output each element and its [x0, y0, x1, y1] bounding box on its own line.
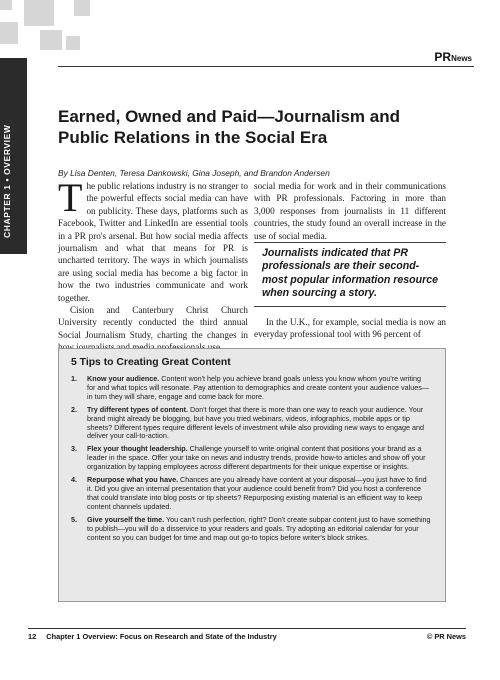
footer-title: Chapter 1 Overview: Focus on Research and State of the Industry — [46, 632, 277, 641]
decorative-square — [66, 36, 80, 50]
brand-small: News — [451, 54, 472, 63]
decorative-square — [0, 22, 18, 44]
tip-text: Content won't help you achieve brand goals unless you know whom you're writing for and what topics will resonate. Pay attention to demographics and create content your audience values—in turn they will share, engage and come back for more. — [87, 374, 430, 401]
pull-quote-rule-bottom — [254, 306, 446, 307]
tip-text: Don't forget that there is more than one way to reach your audience. Your brand might already be blogging, but have you tried webinars, videos, infographics, mobile apps or tip sheets? Different types require different levels of investment while also providing new ways to engage and deliver your call-to-action. — [87, 404, 424, 441]
decorative-square — [0, 0, 12, 10]
article-column-2 — [254, 180, 446, 242]
page-footer — [28, 632, 466, 641]
pull-quote-rule-top — [254, 242, 446, 243]
tip-text: Challenge yourself to write original content that positions your brand as a leader in the space. Offer your take on news and industry trends, provide how-to articles and show off your organization by tapping employees across different departments for their unique expertise or insights. — [87, 444, 426, 472]
tip-number: 5. — [71, 514, 77, 524]
tip-item — [71, 375, 431, 402]
tip-lead: Repurpose what you have. — [87, 475, 179, 485]
title-line-1: Earned, Owned and Paid—Journalism and — [58, 107, 400, 126]
paragraph-1: he public relations industry is no stranger to the powerful effects social media can have on publicity. These days, platforms such as Facebook, Twitter and LinkedIn are essential tools in a PR pro's arsenal. But how social media affects journalism and what that means for PR is uncharted territory. The ways in which journalists are using social media has become a big factor in how the two industries communicate and work together. — [58, 181, 248, 303]
paragraph-2: Cision and Canterbury Christ Church University recently conducted the third annual Social Journalism Study, charting the changes in — [58, 305, 248, 340]
chapter-label: CHAPTER 1 • OVERVIEW — [2, 124, 12, 238]
pr-news-logo — [434, 50, 472, 64]
tip-text: You can't rush perfection, right? Don't create subpar content just to have something to publish—you will do a disservice to your readers and goals. Try adopting an editorial calendar for your content so you can budget for time and map out go-to topics before writer's block strikes. — [87, 514, 431, 542]
decorative-square — [74, 0, 90, 16]
article-column-1 — [58, 175, 248, 354]
drop-cap: T — [58, 175, 83, 220]
tip-item — [71, 516, 431, 543]
paragraph-4: In the U.K., for example, social media is now an everyday professional tool with 96 percent of — [254, 317, 446, 340]
decorative-square — [40, 30, 62, 50]
tip-item — [71, 406, 431, 442]
tip-number: 2. — [71, 404, 77, 414]
tip-lead: Give yourself the time. — [87, 514, 165, 524]
paragraph-3: social media for work and in their communications with PR professionals. Factoring in more than 3,000 responses from journalists in 11 different countries, the study found an overall increase in the use of social media. — [254, 181, 446, 241]
tip-number: 1. — [71, 374, 77, 383]
tip-lead: Know your audience. — [87, 374, 160, 383]
tip-text: Chances are you already have content at your disposal—you just have to find it. Did you give an internal presentation that your audience could benefit from? Did you host a conference that could translate into blog posts or tip sheets? Repurposing existing material is an efficient way to keep content channels updated. — [87, 475, 427, 511]
tip-lead: Flex your thought leadership. — [87, 444, 188, 454]
tip-number: 4. — [71, 475, 77, 485]
tips-list — [71, 375, 431, 542]
header-rule — [58, 66, 474, 67]
footer-rule — [28, 628, 466, 629]
title-line-2: Public Relations in the Social Era — [58, 128, 328, 147]
tip-number: 3. — [71, 444, 77, 454]
tips-box — [58, 348, 446, 602]
pull-quote: Journalists indicated that PR professionals are their second-most popular information resource when sourcing a story. — [262, 247, 438, 300]
brand-main: PR — [434, 50, 452, 64]
chapter-sidebar — [0, 58, 27, 254]
tip-lead: Try different types of content. — [87, 404, 189, 414]
decorative-square — [24, 0, 54, 26]
article-column-2-continued — [254, 316, 446, 341]
tip-item — [71, 476, 431, 512]
footer-copyright: © PR News — [426, 632, 466, 641]
tips-title: 5 Tips to Creating Great Content — [71, 357, 231, 368]
page-number: 12 — [28, 632, 37, 641]
article-title — [58, 106, 458, 148]
tip-item — [71, 445, 431, 472]
byline: By Lisa Denten, Teresa Dankowski, Gina Joseph, and Brandon Andersen — [58, 168, 330, 178]
